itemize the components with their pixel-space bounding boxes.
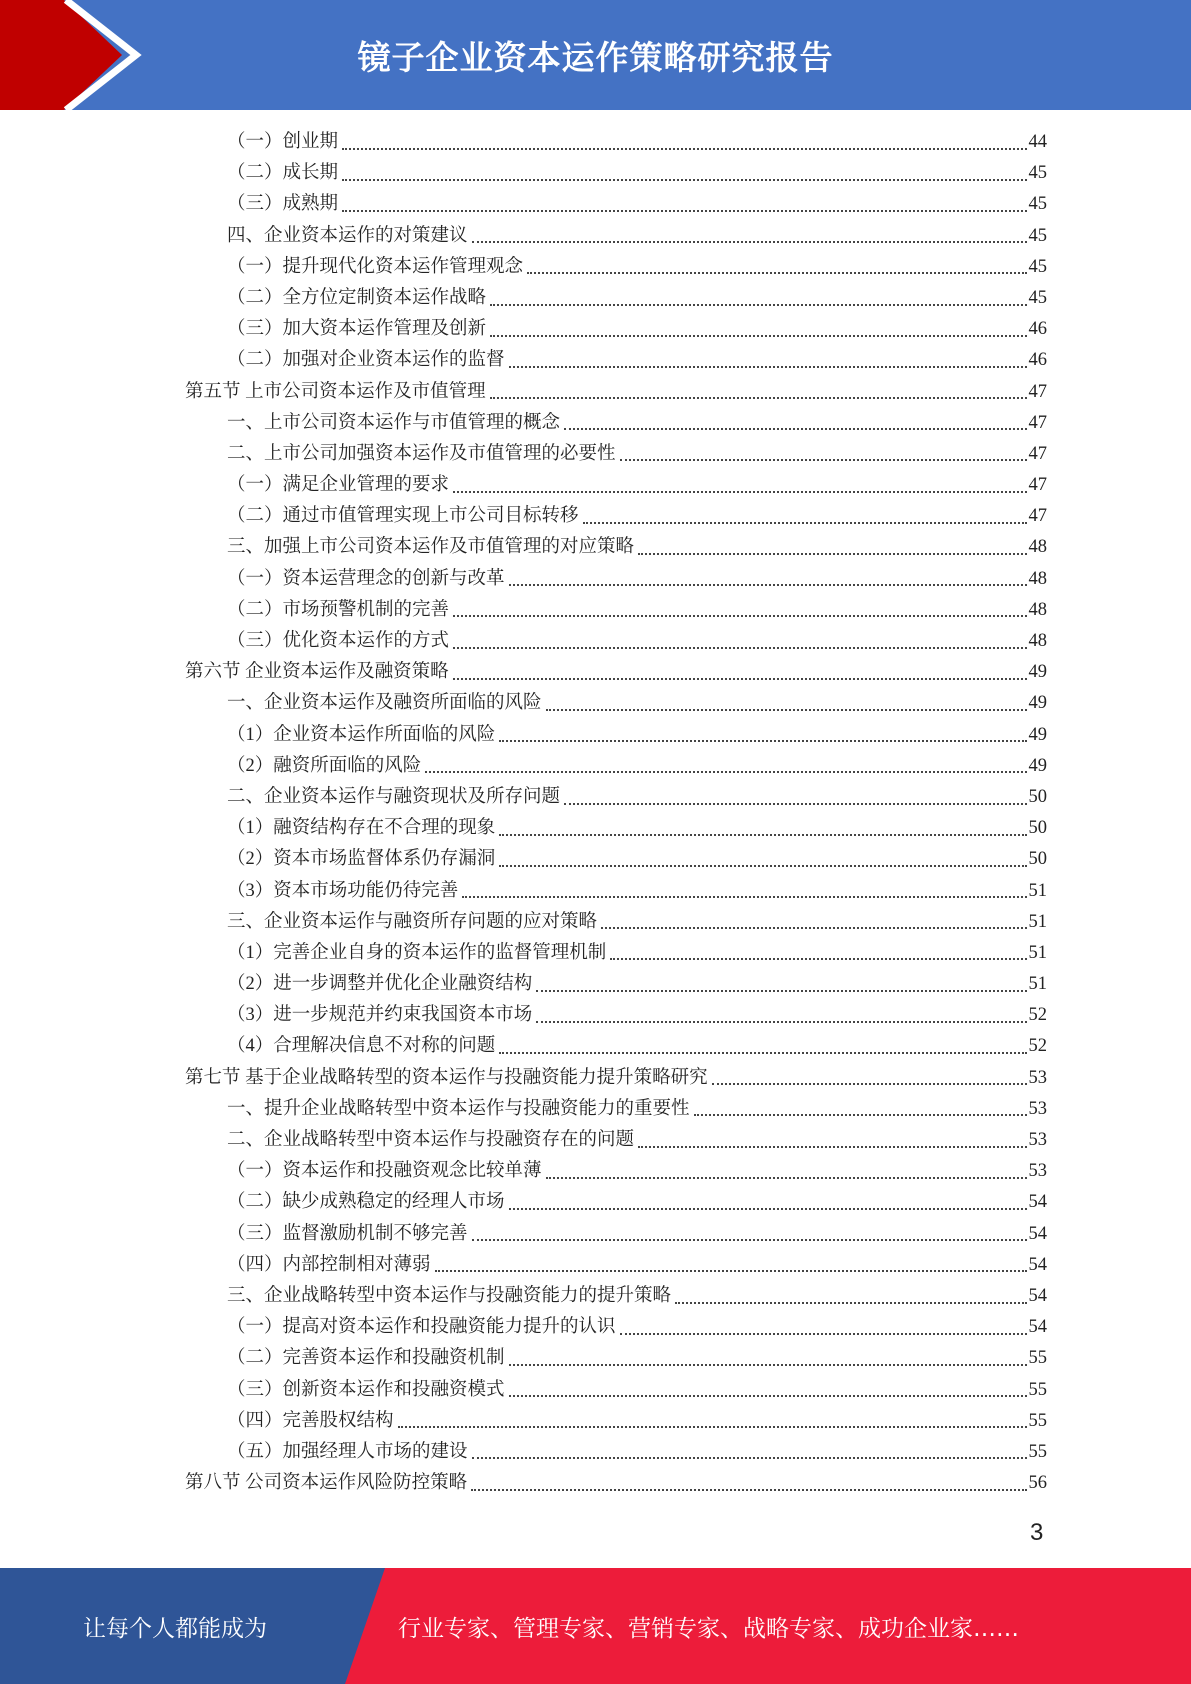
toc-entry[interactable] (185, 252, 1047, 283)
toc-dot-leader (610, 958, 1026, 960)
toc-entry[interactable] (185, 1312, 1047, 1343)
toc-entry-page: 52 (1028, 1005, 1047, 1026)
toc-entry[interactable] (185, 221, 1047, 252)
toc-dot-leader (425, 771, 1026, 773)
toc-entry-label: （一）满足企业管理的要求 (227, 475, 450, 496)
toc-entry[interactable] (185, 657, 1047, 688)
toc-dot-leader (536, 990, 1026, 992)
toc-entry-label: 第六节 企业资本运作及融资策略 (185, 662, 449, 683)
toc-entry[interactable] (185, 439, 1047, 470)
toc-entry-label: （三）优化资本运作的方式 (227, 631, 450, 651)
toc-dot-leader (342, 179, 1026, 181)
toc-entry-label: （4）合理解决信息不对称的问题 (227, 1036, 496, 1057)
toc-dot-leader (499, 865, 1026, 867)
toc-entry-page: 52 (1028, 1036, 1047, 1057)
toc-entry[interactable] (185, 938, 1047, 969)
toc-entry-page: 47 (1028, 381, 1047, 402)
toc-entry[interactable] (185, 1250, 1047, 1281)
toc-entry-page: 55 (1028, 1379, 1047, 1400)
toc-entry-label: （二）加强对企业资本运作的监督 (227, 350, 505, 371)
toc-dot-leader (546, 1177, 1027, 1179)
toc-dot-leader (342, 210, 1026, 212)
toc-entry-label: （一）资本运营理念的创新与改革 (227, 568, 505, 589)
toc-entry-label: （五）加强经理人市场的建设 (227, 1441, 468, 1462)
toc-entry[interactable] (185, 1156, 1047, 1187)
toc-dot-leader (509, 1364, 1027, 1366)
page-header (0, 0, 1191, 110)
toc-entry[interactable] (185, 907, 1047, 938)
toc-dot-leader (472, 1239, 1027, 1241)
toc-entry[interactable] (185, 283, 1047, 314)
toc-entry-label: （二）通过市值管理实现上市公司目标转移 (227, 506, 579, 527)
toc-dot-leader (499, 1052, 1026, 1054)
toc-dot-leader (509, 1395, 1027, 1397)
toc-entry-page: 54 (1028, 1317, 1047, 1338)
toc-entry-page: 46 (1028, 319, 1047, 340)
toc-entry-label: 一、提升企业战略转型中资本运作与投融资能力的重要性 (227, 1098, 690, 1119)
toc-dot-leader (546, 709, 1027, 711)
toc-dot-leader (342, 148, 1026, 150)
toc-dot-leader (527, 272, 1026, 274)
toc-entry[interactable] (185, 595, 1047, 626)
toc-entry[interactable] (185, 470, 1047, 501)
toc-entry[interactable] (185, 345, 1047, 376)
toc-entry-label: （3）资本市场功能仍待完善 (227, 880, 459, 901)
toc-entry[interactable] (185, 1219, 1047, 1250)
toc-entry-label: 第八节 公司资本运作风险防控策略 (185, 1473, 468, 1494)
toc-entry-page: 45 (1028, 163, 1047, 184)
toc-entry-label: 三、企业资本运作与融资所存问题的应对策略 (227, 911, 598, 932)
toc-dot-leader (435, 1270, 1027, 1272)
toc-dot-leader (675, 1302, 1026, 1304)
toc-entry-page: 49 (1028, 724, 1047, 745)
toc-dot-leader (499, 740, 1026, 742)
toc-entry-page: 44 (1028, 132, 1047, 152)
toc-entry-page: 45 (1028, 225, 1047, 246)
toc-entry[interactable] (185, 377, 1047, 408)
toc-entry[interactable] (185, 501, 1047, 532)
toc-entry[interactable] (185, 1281, 1047, 1312)
toc-entry-label: （3）进一步规范并约束我国资本市场 (227, 1005, 533, 1026)
toc-dot-leader (509, 584, 1027, 586)
toc-entry[interactable] (185, 1406, 1047, 1437)
toc-dot-leader (471, 1489, 1026, 1491)
toc-entry[interactable] (185, 408, 1047, 439)
toc-entry-page: 46 (1028, 350, 1047, 371)
toc-entry-page: 51 (1028, 942, 1047, 963)
toc-entry-label: 四、企业资本运作的对策建议 (227, 225, 468, 246)
toc-entry-page: 50 (1028, 786, 1047, 807)
toc-entry-page: 51 (1028, 974, 1047, 995)
toc-entry[interactable] (185, 1094, 1047, 1125)
toc-entry-label: （2）资本市场监督体系仍存漏洞 (227, 849, 496, 870)
toc-entry-page: 55 (1028, 1441, 1047, 1462)
toc-entry-page: 48 (1028, 599, 1047, 620)
toc-entry-page: 47 (1028, 475, 1047, 496)
toc-entry-label: （二）成长期 (227, 163, 339, 184)
toc-dot-leader (536, 1021, 1026, 1023)
toc-entry[interactable] (185, 751, 1047, 782)
footer-slogan-right: 行业专家、管理专家、营销专家、战略专家、成功企业家…… (398, 1615, 1019, 1642)
toc-entry[interactable] (185, 1125, 1047, 1156)
toc-entry[interactable] (185, 1031, 1047, 1062)
toc-entry-page: 50 (1028, 818, 1047, 839)
toc-entry-label: 三、企业战略转型中资本运作与投融资能力的提升策略 (227, 1285, 672, 1306)
toc-entry-label: （1）融资结构存在不合理的现象 (227, 818, 496, 839)
table-of-contents (185, 127, 1047, 1499)
toc-entry-label: （一）提升现代化资本运作管理观念 (227, 256, 524, 277)
toc-entry-label: 二、企业战略转型中资本运作与投融资存在的问题 (227, 1130, 635, 1150)
toc-dot-leader (490, 304, 1026, 306)
toc-entry[interactable] (185, 844, 1047, 875)
toc-entry-label: （二）完善资本运作和投融资机制 (227, 1348, 505, 1369)
toc-dot-leader (453, 615, 1026, 617)
toc-entry-label: （四）内部控制相对薄弱 (227, 1254, 431, 1275)
toc-dot-leader (620, 1333, 1027, 1335)
toc-entry-page: 51 (1028, 911, 1047, 932)
toc-entry-page: 54 (1028, 1192, 1047, 1213)
toc-entry-page: 50 (1028, 849, 1047, 870)
toc-entry-label: （三）加大资本运作管理及创新 (227, 319, 487, 340)
toc-entry-page: 48 (1028, 568, 1047, 589)
toc-entry-label: （一）资本运作和投融资观念比较单薄 (227, 1161, 542, 1182)
toc-entry[interactable] (185, 1063, 1047, 1094)
toc-dot-leader (564, 428, 1026, 430)
toc-entry-page: 56 (1028, 1473, 1047, 1494)
toc-entry-label: （二）全方位定制资本运作战略 (227, 287, 487, 308)
page-number: 3 (1030, 1519, 1044, 1546)
footer-slogan-left: 让每个人都能成为 (83, 1615, 267, 1642)
toc-dot-leader (490, 335, 1026, 337)
toc-entry[interactable] (185, 626, 1047, 657)
toc-entry-label: （三）监督激励机制不够完善 (227, 1223, 468, 1244)
toc-entry[interactable] (185, 876, 1047, 907)
toc-dot-leader (564, 803, 1026, 805)
toc-entry-page: 55 (1028, 1348, 1047, 1369)
toc-dot-leader (453, 678, 1027, 680)
toc-dot-leader (453, 491, 1026, 493)
toc-dot-leader (462, 896, 1026, 898)
toc-entry-page: 48 (1028, 537, 1047, 558)
toc-entry-label: （三）成熟期 (227, 194, 339, 215)
toc-dot-leader (694, 1114, 1027, 1116)
toc-dot-leader (398, 1426, 1027, 1428)
toc-dot-leader (583, 522, 1027, 524)
toc-entry[interactable] (185, 532, 1047, 563)
document-title: 镜子企业资本运作策略研究报告 (357, 37, 834, 77)
toc-entry[interactable] (185, 158, 1047, 189)
toc-entry[interactable] (185, 688, 1047, 719)
toc-entry-label: （2）融资所面临的风险 (227, 755, 422, 776)
toc-entry-label: （一）提高对资本运作和投融资能力提升的认识 (227, 1317, 616, 1338)
toc-entry-page: 53 (1028, 1067, 1047, 1088)
toc-dot-leader (509, 366, 1027, 368)
toc-entry[interactable] (185, 969, 1047, 1000)
toc-entry-page: 45 (1028, 256, 1047, 277)
toc-entry-page: 53 (1028, 1161, 1047, 1182)
toc-dot-leader (601, 927, 1026, 929)
page-footer (0, 1568, 1191, 1684)
toc-entry[interactable] (185, 564, 1047, 595)
toc-entry-label: （一）创业期 (227, 132, 339, 152)
toc-entry-label: 二、企业资本运作与融资现状及所存问题 (227, 786, 561, 807)
toc-entry-page: 54 (1028, 1254, 1047, 1275)
toc-entry-label: 第七节 基于企业战略转型的资本运作与投融资能力提升策略研究 (185, 1067, 708, 1088)
toc-entry-page: 51 (1028, 880, 1047, 901)
toc-entry-page: 53 (1028, 1098, 1047, 1119)
toc-entry-page: 53 (1028, 1130, 1047, 1150)
toc-entry[interactable] (185, 127, 1047, 158)
toc-entry[interactable] (185, 720, 1047, 751)
toc-dot-leader (638, 1146, 1026, 1148)
toc-dot-leader (499, 834, 1026, 836)
toc-entry-page: 48 (1028, 631, 1047, 651)
toc-entry[interactable] (185, 189, 1047, 220)
toc-entry-label: （1）完善企业自身的资本运作的监督管理机制 (227, 942, 607, 963)
toc-entry-page: 49 (1028, 662, 1047, 683)
toc-entry-label: （四）完善股权结构 (227, 1410, 394, 1431)
toc-entry[interactable] (185, 1000, 1047, 1031)
toc-entry[interactable] (185, 1375, 1047, 1406)
toc-dot-leader (712, 1083, 1027, 1085)
toc-entry-page: 45 (1028, 194, 1047, 215)
toc-dot-leader (620, 459, 1027, 461)
toc-entry-page: 55 (1028, 1410, 1047, 1431)
toc-dot-leader (453, 647, 1026, 649)
toc-entry-label: 三、加强上市公司资本运作及市值管理的对应策略 (227, 537, 635, 558)
toc-dot-leader (638, 553, 1026, 555)
toc-entry-label: 第五节 上市公司资本运作及市值管理 (185, 381, 486, 402)
toc-entry-label: （二）缺少成熟稳定的经理人市场 (227, 1192, 505, 1213)
toc-entry[interactable] (185, 782, 1047, 813)
toc-entry-label: 一、上市公司资本运作与市值管理的概念 (227, 412, 561, 433)
toc-entry-label: （二）市场预警机制的完善 (227, 599, 450, 620)
toc-entry-page: 54 (1028, 1223, 1047, 1244)
toc-entry-page: 49 (1028, 755, 1047, 776)
toc-entry[interactable] (185, 1468, 1047, 1499)
toc-entry[interactable] (185, 314, 1047, 345)
toc-entry[interactable] (185, 813, 1047, 844)
toc-dot-leader (509, 1208, 1027, 1210)
toc-entry-page: 49 (1028, 693, 1047, 714)
toc-dot-leader (490, 397, 1027, 399)
toc-dot-leader (472, 1457, 1027, 1459)
toc-entry[interactable] (185, 1437, 1047, 1468)
toc-entry-label: （三）创新资本运作和投融资模式 (227, 1379, 505, 1400)
toc-entry-page: 47 (1028, 506, 1047, 527)
toc-entry-label: 二、上市公司加强资本运作及市值管理的必要性 (227, 443, 616, 464)
toc-entry-page: 47 (1028, 443, 1047, 464)
toc-entry-label: （2）进一步调整并优化企业融资结构 (227, 974, 533, 995)
toc-entry-page: 45 (1028, 287, 1047, 308)
toc-entry-label: （1）企业资本运作所面临的风险 (227, 724, 496, 745)
toc-entry[interactable] (185, 1343, 1047, 1374)
toc-entry-label: 一、企业资本运作及融资所面临的风险 (227, 693, 542, 714)
toc-entry[interactable] (185, 1187, 1047, 1218)
toc-entry-page: 54 (1028, 1285, 1047, 1306)
toc-entry-page: 47 (1028, 412, 1047, 433)
toc-dot-leader (472, 241, 1027, 243)
